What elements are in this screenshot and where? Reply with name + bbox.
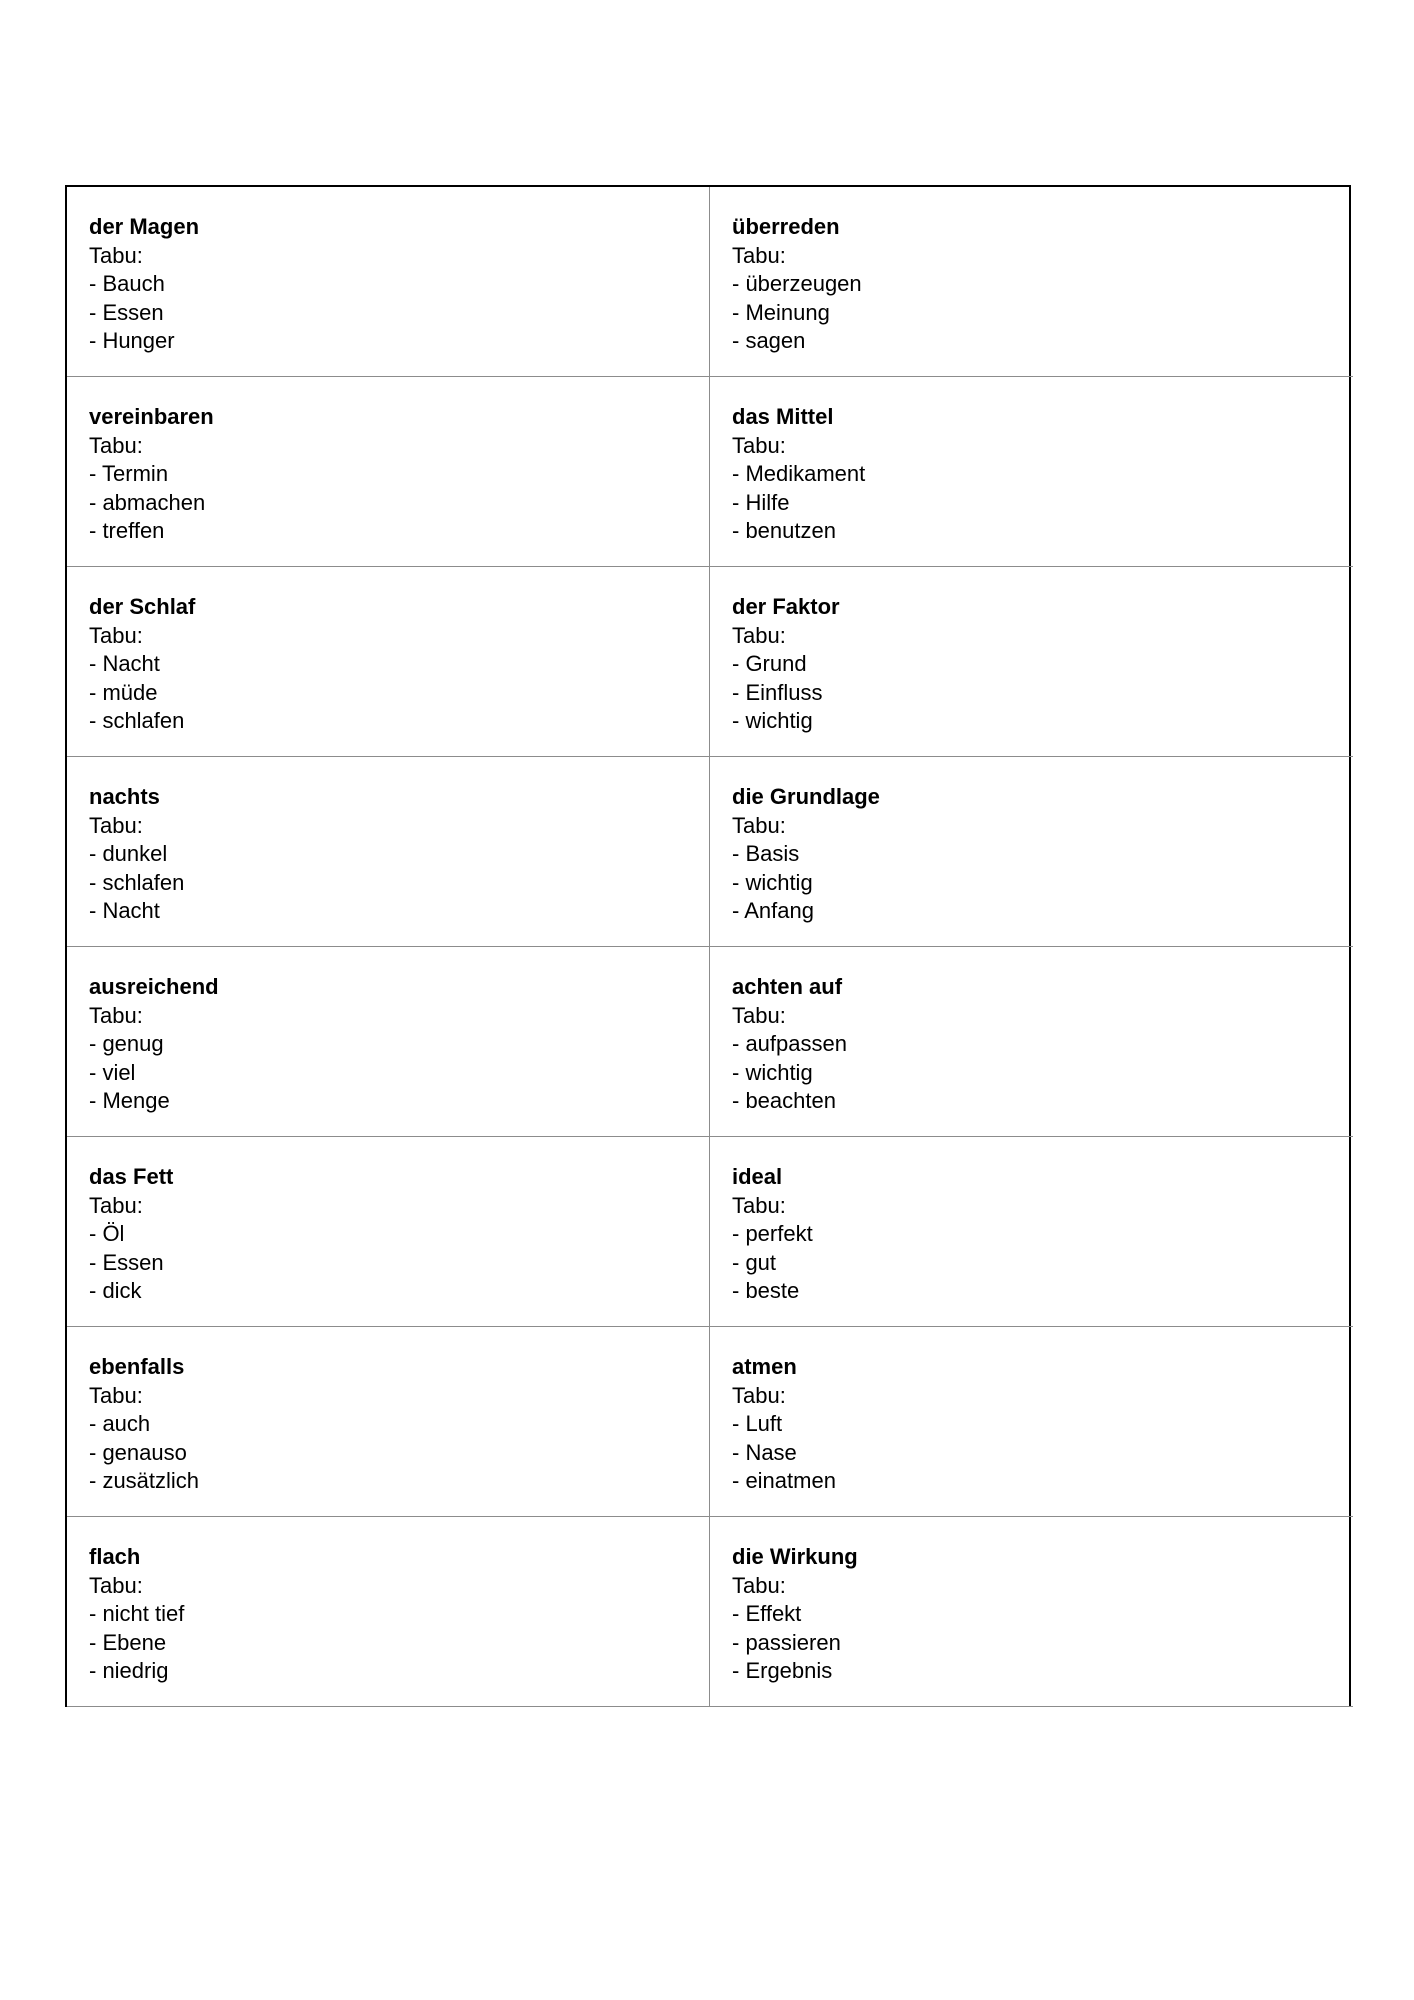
tabu-card: [710, 1327, 1353, 1517]
tabu-label: Tabu:: [732, 1572, 786, 1598]
tabu-word: - dick: [89, 1278, 142, 1304]
card-word: die Grundlage: [732, 784, 880, 809]
tabu-word: - Essen: [89, 1249, 164, 1275]
tabu-card: [67, 1517, 710, 1707]
tabu-word: - passieren: [732, 1629, 841, 1655]
tabu-word-list: [89, 840, 687, 926]
tabu-word: - Meinung: [732, 299, 830, 325]
tabu-label: Tabu:: [89, 432, 143, 458]
tabu-word: - Nacht: [89, 898, 160, 924]
tabu-word-list: [89, 1410, 687, 1496]
tabu-word-list: [732, 1410, 1331, 1496]
tabu-card: [67, 1137, 710, 1327]
card-word: der Faktor: [732, 594, 840, 619]
tabu-word-list: [89, 1030, 687, 1116]
tabu-word: - Basis: [732, 841, 800, 867]
tabu-word: - niedrig: [89, 1658, 169, 1684]
tabu-word: - Effekt: [732, 1601, 802, 1627]
tabu-word: - sagen: [732, 328, 806, 354]
tabu-word: - Nacht: [89, 651, 160, 677]
tabu-word: - Bauch: [89, 271, 165, 297]
tabu-word: - wichtig: [732, 708, 813, 734]
tabu-word: - wichtig: [732, 869, 813, 895]
tabu-word: - perfekt: [732, 1221, 813, 1247]
tabu-card: [67, 1327, 710, 1517]
tabu-word: - Einfluss: [732, 679, 823, 705]
tabu-word: - auch: [89, 1411, 151, 1437]
card-word: atmen: [732, 1354, 797, 1379]
tabu-word: - gut: [732, 1249, 777, 1275]
tabu-word: - beachten: [732, 1088, 836, 1114]
tabu-word: - Hunger: [89, 328, 175, 354]
tabu-label: Tabu:: [732, 1382, 786, 1408]
tabu-word: - treffen: [89, 518, 165, 544]
tabu-card: [67, 947, 710, 1137]
tabu-word-list: [89, 460, 687, 546]
card-word: der Magen: [89, 214, 200, 239]
tabu-word: - Ergebnis: [732, 1658, 833, 1684]
tabu-word-list: [89, 270, 687, 356]
card-word: vereinbaren: [89, 404, 214, 429]
tabu-word: - zusätzlich: [89, 1468, 200, 1494]
tabu-word-list: [732, 840, 1331, 926]
tabu-card: [710, 1517, 1353, 1707]
card-word: das Mittel: [732, 404, 834, 429]
tabu-word: - Medikament: [732, 461, 866, 487]
tabu-label: Tabu:: [732, 1192, 786, 1218]
tabu-label: Tabu:: [89, 1382, 143, 1408]
tabu-word: - Nase: [732, 1439, 797, 1465]
tabu-word: - schlafen: [89, 869, 185, 895]
tabu-word-list: [89, 1220, 687, 1306]
tabu-word: - dunkel: [89, 841, 168, 867]
card-word: das Fett: [89, 1164, 174, 1189]
tabu-label: Tabu:: [89, 622, 143, 648]
tabu-word: - Termin: [89, 461, 169, 487]
tabu-word: - genug: [89, 1031, 164, 1057]
tabu-card: [67, 377, 710, 567]
card-word: die Wirkung: [732, 1544, 858, 1569]
tabu-word: - abmachen: [89, 489, 206, 515]
tabu-word: - Luft: [732, 1411, 783, 1437]
tabu-word: - einatmen: [732, 1468, 836, 1494]
tabu-word-list: [732, 1600, 1331, 1686]
card-word: ausreichend: [89, 974, 219, 999]
card-word: ideal: [732, 1164, 783, 1189]
tabu-word: - überzeugen: [732, 271, 862, 297]
tabu-label: Tabu:: [89, 1192, 143, 1218]
tabu-word: - schlafen: [89, 708, 185, 734]
tabu-word: - Ebene: [89, 1629, 167, 1655]
tabu-word-list: [732, 270, 1331, 356]
tabu-word: - genauso: [89, 1439, 187, 1465]
tabu-word: - beste: [732, 1278, 800, 1304]
tabu-word-list: [732, 650, 1331, 736]
tabu-card: [67, 187, 710, 377]
tabu-word: - müde: [89, 679, 158, 705]
tabu-label: Tabu:: [732, 432, 786, 458]
tabu-label: Tabu:: [89, 1572, 143, 1598]
tabu-card: [710, 1137, 1353, 1327]
tabu-card: [67, 567, 710, 757]
tabu-word: - Essen: [89, 299, 164, 325]
tabu-word: - Menge: [89, 1088, 170, 1114]
tabu-word-list: [732, 460, 1331, 546]
tabu-word: - Grund: [732, 651, 807, 677]
card-word: ebenfalls: [89, 1354, 185, 1379]
tabu-label: Tabu:: [732, 812, 786, 838]
tabu-word-list: [732, 1220, 1331, 1306]
tabu-word-list: [89, 1600, 687, 1686]
tabu-card: [710, 757, 1353, 947]
tabu-label: Tabu:: [89, 242, 143, 268]
tabu-word: - viel: [89, 1059, 136, 1085]
card-word: der Schlaf: [89, 594, 196, 619]
tabu-card: [710, 377, 1353, 567]
tabu-word: - aufpassen: [732, 1031, 847, 1057]
tabu-word: - Anfang: [732, 898, 814, 924]
tabu-label: Tabu:: [732, 1002, 786, 1028]
tabu-word-list: [89, 650, 687, 736]
tabu-label: Tabu:: [89, 1002, 143, 1028]
tabu-card: [710, 567, 1353, 757]
tabu-word: - nicht tief: [89, 1601, 185, 1627]
card-word: nachts: [89, 784, 160, 809]
tabu-word: - Hilfe: [732, 489, 790, 515]
tabu-word: - benutzen: [732, 518, 836, 544]
tabu-word: - Öl: [89, 1221, 125, 1247]
card-word: flach: [89, 1544, 141, 1569]
tabu-card: [710, 947, 1353, 1137]
card-word: achten auf: [732, 974, 843, 999]
card-word: überreden: [732, 214, 840, 239]
tabu-label: Tabu:: [89, 812, 143, 838]
tabu-card: [67, 757, 710, 947]
tabu-label: Tabu:: [732, 242, 786, 268]
tabu-card-sheet: [65, 185, 1351, 1707]
tabu-word-list: [732, 1030, 1331, 1116]
tabu-card: [710, 187, 1353, 377]
tabu-label: Tabu:: [732, 622, 786, 648]
tabu-word: - wichtig: [732, 1059, 813, 1085]
